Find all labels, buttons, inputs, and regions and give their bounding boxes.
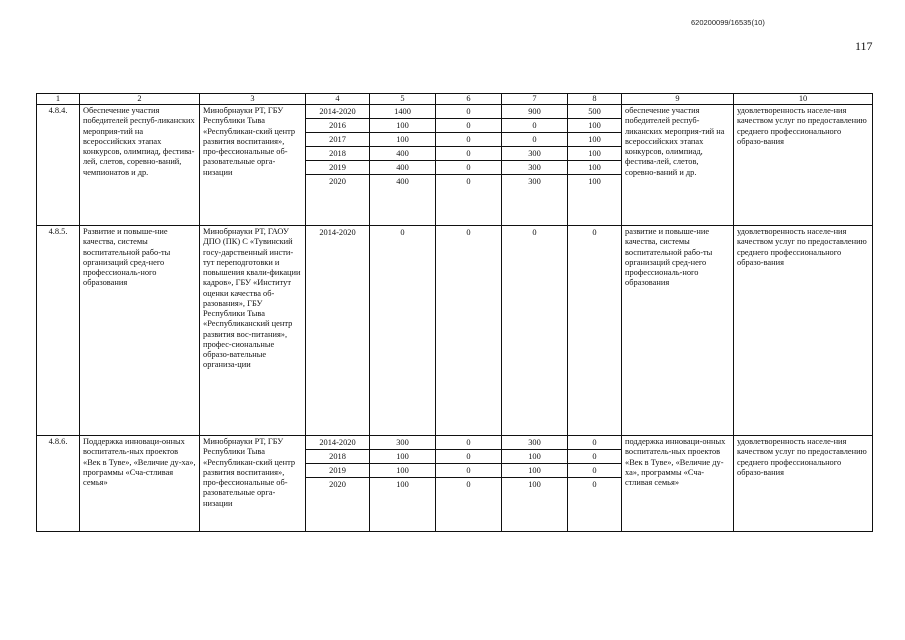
c6-value: 0 (436, 105, 501, 119)
page-number: 117 (855, 39, 873, 53)
c5-value: 100 (370, 133, 435, 147)
c7-stack (502, 436, 567, 491)
years-value: 2014-2020 (306, 105, 369, 119)
years-value: 2014-2020 (319, 228, 356, 237)
c8-value: 100 (588, 177, 601, 186)
row-c8 (568, 226, 622, 436)
c6-value: 0 (436, 436, 501, 450)
col-header-8: 8 (568, 94, 622, 105)
row-executor (200, 226, 306, 436)
row-c7 (502, 105, 568, 226)
col-header-4: 4 (306, 94, 370, 105)
years-value: 2019 (306, 464, 369, 478)
c5-value: 400 (370, 147, 435, 161)
c6-value: 0 (436, 133, 501, 147)
c8-value: 0 (592, 480, 597, 489)
years-stack (306, 436, 369, 491)
c6-stack (436, 226, 501, 239)
row-years (306, 226, 370, 436)
c6-value: 0 (466, 228, 471, 237)
row-result-text: развитие и повыше-ние качества, системы воспитательной рабо-ты организаций сред-него профессиональ-ного образования (625, 227, 713, 288)
table-row (37, 436, 873, 532)
row-indicator (734, 226, 873, 436)
c5-stack (370, 436, 435, 491)
c8-stack (568, 226, 621, 239)
years-stack (306, 105, 369, 188)
row-title (80, 436, 200, 532)
col-header-10: 10 (734, 94, 873, 105)
header-row (37, 94, 873, 105)
c8-value: 0 (568, 464, 621, 478)
c6-value: 0 (466, 480, 471, 489)
row-c6 (436, 226, 502, 436)
row-title-text: Обеспечение участия победителей респуб-ликанских мероприя-тий на всероссийских этапах конкурсов, олимпиад, фестива-лей, слетов, соревно-ваний, чемпионатов и др. (83, 106, 195, 177)
years-value: 2018 (306, 450, 369, 464)
c7-value: 300 (528, 177, 541, 186)
c8-value: 100 (568, 147, 621, 161)
table-body (37, 94, 873, 532)
row-indicator-text: удовлетворенность населе-ния качеством услуг по предоставлению среднего профессионального образо-вания (737, 227, 867, 267)
row-c5 (370, 105, 436, 226)
c7-stack (502, 105, 567, 188)
row-title-text: Развитие и повыше-ние качества, системы воспитательной рабо-ты организаций сред-него профессиональ-ного образования (83, 227, 171, 288)
c5-value: 100 (370, 450, 435, 464)
c6-value: 0 (436, 147, 501, 161)
row-executor-text: Минобрнауки РТ, ГБУ Республики Тыва «Республикан-ский центр развития воспитания», про-фессиональные об-разовательные орга-низации (203, 437, 296, 508)
c5-value: 100 (370, 119, 435, 133)
row-executor (200, 436, 306, 532)
table-row (37, 226, 873, 436)
row-executor-text: Минобрнауки РТ, ГАОУ ДПО (ПК) С «Тувинский госу-дарственный инсти-тут переподготовки и повышения квали-фикации кадров», ГБУ «Институт оценки качества об-разования», ГБУ Республики Тыва «Республиканский центр развития вос-питания», профес-сиональные образо-вательные организа-ции (203, 227, 301, 370)
row-c6 (436, 436, 502, 532)
years-value: 2020 (329, 177, 346, 186)
table-row (37, 105, 873, 226)
col-header-3: 3 (200, 94, 306, 105)
row-title (80, 226, 200, 436)
row-years (306, 436, 370, 532)
row-indicator-text: удовлетворенность населе-ния качеством услуг по предоставлению среднего профессионального образо-вания (737, 106, 867, 146)
row-c8 (568, 105, 622, 226)
c6-stack (436, 436, 501, 491)
c6-stack (436, 105, 501, 188)
row-c7 (502, 226, 568, 436)
row-result-text: поддержка инноваци-онных воспитатель-ных проектов «Век в Туве», «Величие ду-ха», программы «Сча-стливая семья» (625, 437, 726, 487)
row-indicator-text: удовлетворенность населе-ния качеством услуг по предоставлению среднего профессионального образо-вания (737, 437, 867, 477)
row-indicator (734, 105, 873, 226)
c6-value: 0 (436, 450, 501, 464)
col-header-5: 5 (370, 94, 436, 105)
row-executor-text: Минобрнауки РТ, ГБУ Республики Тыва «Республикан-ский центр развития воспитания», про-фессиональные об-разовательные орга-низации (203, 106, 296, 177)
c7-value: 100 (502, 450, 567, 464)
row-id (37, 436, 80, 532)
c7-stack (502, 226, 567, 239)
c8-value: 0 (568, 450, 621, 464)
row-indicator (734, 436, 873, 532)
c6-value: 0 (436, 161, 501, 175)
row-title (80, 105, 200, 226)
c6-value: 0 (436, 119, 501, 133)
years-stack (306, 226, 369, 239)
c7-value: 900 (502, 105, 567, 119)
years-value: 2018 (306, 147, 369, 161)
row-result (622, 436, 734, 532)
c5-value: 0 (400, 228, 405, 237)
c7-value: 300 (502, 161, 567, 175)
years-value: 2017 (306, 133, 369, 147)
c8-value: 0 (568, 436, 621, 450)
c8-value: 500 (568, 105, 621, 119)
c5-value: 1400 (370, 105, 435, 119)
c5-value: 100 (396, 480, 409, 489)
program-table (36, 93, 873, 532)
c7-value: 0 (502, 133, 567, 147)
c7-value: 300 (502, 436, 567, 450)
c7-value: 0 (502, 119, 567, 133)
row-id (37, 105, 80, 226)
c5-value: 400 (370, 161, 435, 175)
row-result (622, 226, 734, 436)
c8-value: 100 (568, 161, 621, 175)
col-header-9: 9 (622, 94, 734, 105)
col-header-2: 2 (80, 94, 200, 105)
row-id-text: 4.8.5. (48, 227, 68, 236)
row-c5 (370, 226, 436, 436)
row-id (37, 226, 80, 436)
row-result (622, 105, 734, 226)
c6-value: 0 (436, 464, 501, 478)
document-id: 620200099/16535(10) (691, 18, 765, 27)
row-id-text: 4.8.6. (48, 437, 68, 446)
c5-stack (370, 105, 435, 188)
col-header-6: 6 (436, 94, 502, 105)
c7-value: 0 (532, 228, 537, 237)
row-id-text: 4.8.4. (48, 106, 68, 115)
c8-stack (568, 436, 621, 491)
row-years (306, 105, 370, 226)
c7-value: 100 (502, 464, 567, 478)
c6-value: 0 (466, 177, 471, 186)
years-value: 2020 (329, 480, 346, 489)
c8-value: 0 (592, 228, 597, 237)
c5-stack (370, 226, 435, 239)
c7-value: 300 (502, 147, 567, 161)
years-value: 2016 (306, 119, 369, 133)
c5-value: 400 (396, 177, 409, 186)
years-value: 2014-2020 (306, 436, 369, 450)
row-c8 (568, 436, 622, 532)
col-header-7: 7 (502, 94, 568, 105)
c5-value: 300 (370, 436, 435, 450)
years-value: 2019 (306, 161, 369, 175)
row-title-text: Поддержка инноваци-онных воспитатель-ных проектов «Век в Туве», «Величие ду-ха», программы «Сча-стливая семья» (83, 437, 196, 487)
row-result-text: обеспечение участия победителей респуб-ликанских мероприя-тий на всероссийских этапах конкурсов, олимпиад, фестива-лей, слетов, соревно-ваний и др. (625, 106, 725, 177)
row-executor (200, 105, 306, 226)
c8-value: 100 (568, 119, 621, 133)
row-c6 (436, 105, 502, 226)
c8-value: 100 (568, 133, 621, 147)
col-header-1: 1 (37, 94, 80, 105)
c8-stack (568, 105, 621, 188)
row-c7 (502, 436, 568, 532)
row-c5 (370, 436, 436, 532)
c7-value: 100 (528, 480, 541, 489)
c5-value: 100 (370, 464, 435, 478)
